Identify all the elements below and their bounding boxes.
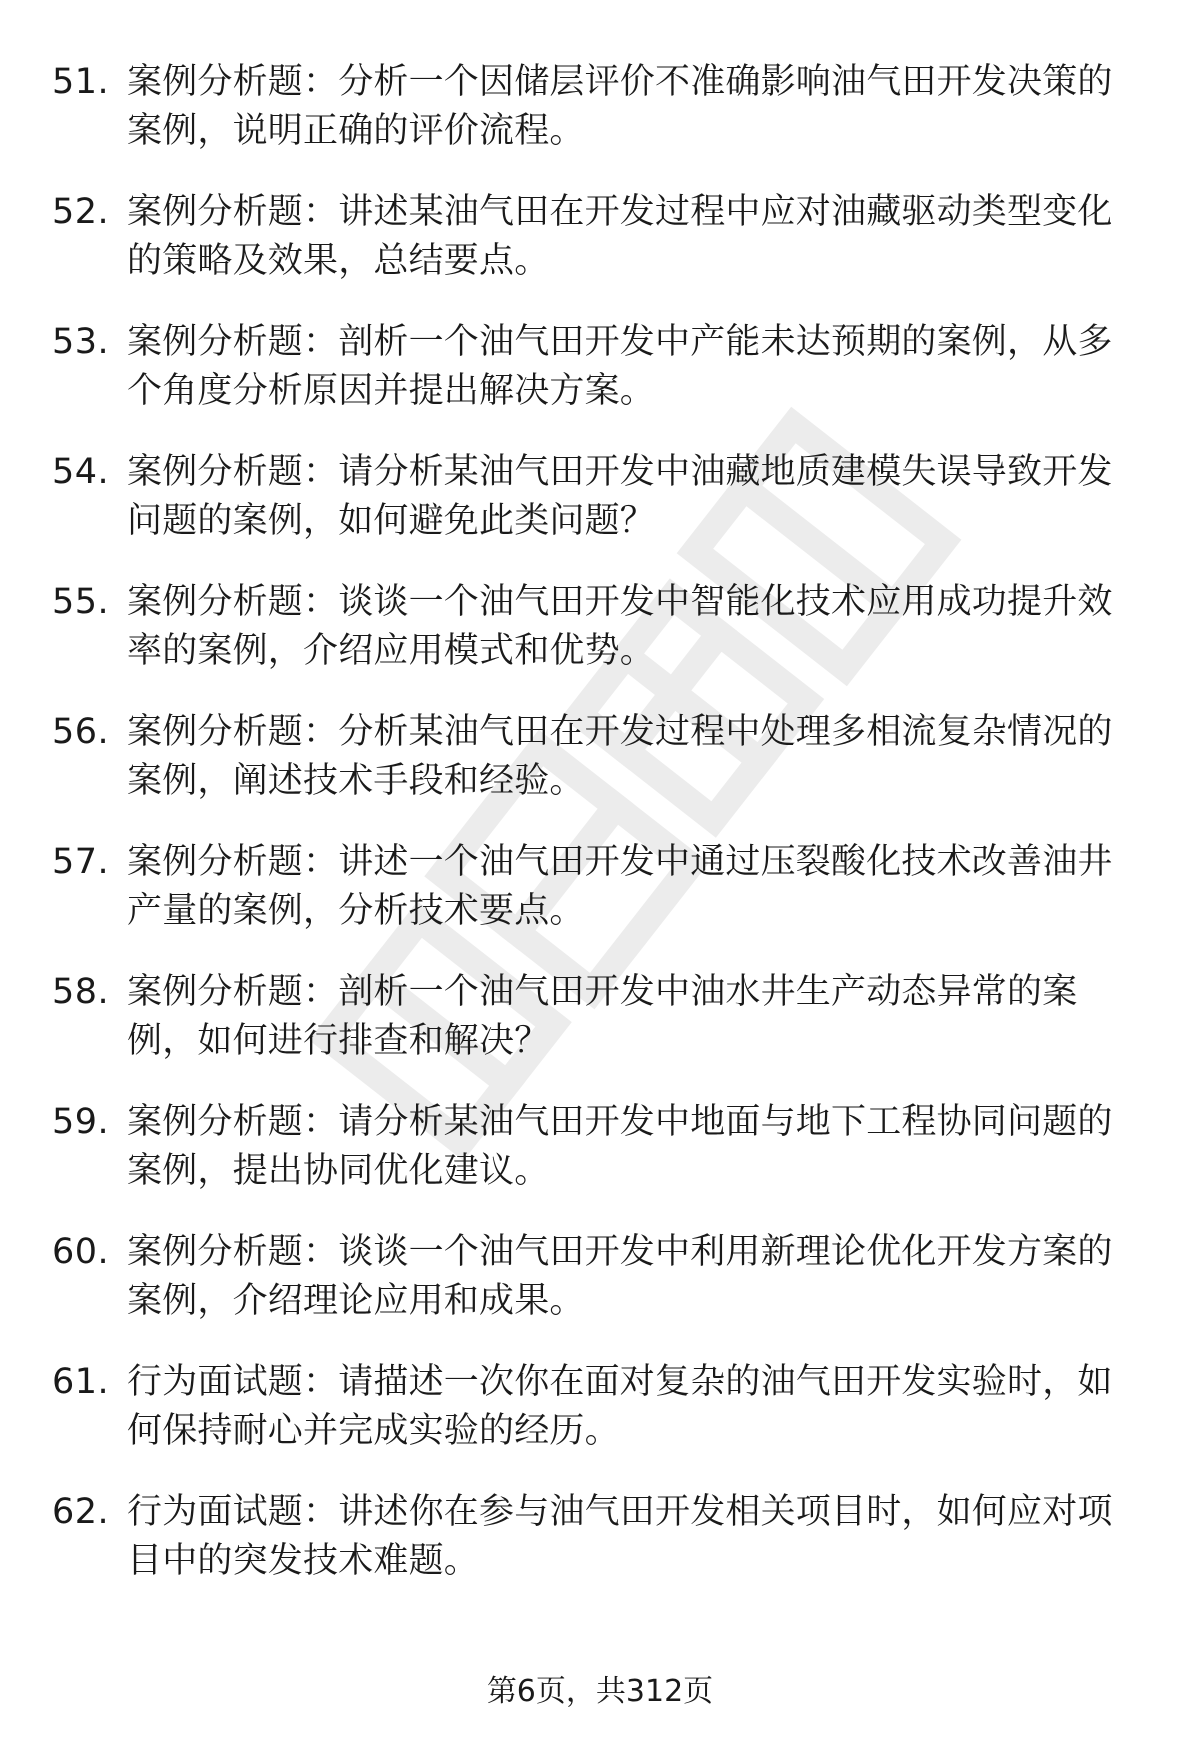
question-item bbox=[52, 968, 1152, 1098]
page-footer: 第6页，共312页 bbox=[486, 1674, 714, 1709]
question-number: 51. bbox=[52, 62, 110, 102]
question-text: 案例分析题：分析一个因储层评价不准确影响油气田开发决策的案例，说明正确的评价流程。 bbox=[127, 62, 1113, 151]
question-item bbox=[52, 1098, 1152, 1228]
question-item bbox=[52, 578, 1152, 708]
question-list bbox=[52, 58, 1152, 1618]
question-item bbox=[52, 838, 1152, 968]
question-number: 60. bbox=[52, 1232, 110, 1272]
question-text: 案例分析题：请分析某油气田开发中油藏地质建模失误导致开发问题的案例，如何避免此类问题？ bbox=[127, 452, 1113, 541]
question-text: 案例分析题：剖析一个油气田开发中油水井生产动态异常的案例，如何进行排查和解决？ bbox=[127, 972, 1078, 1061]
question-number: 57. bbox=[52, 842, 110, 882]
question-text: 案例分析题：剖析一个油气田开发中产能未达预期的案例，从多个角度分析原因并提出解决方案。 bbox=[127, 322, 1113, 411]
question-text: 行为面试题：请描述一次你在面对复杂的油气田开发实验时，如何保持耐心并完成实验的经历。 bbox=[127, 1362, 1113, 1451]
question-number: 56. bbox=[52, 712, 110, 752]
question-item bbox=[52, 58, 1152, 188]
question-text: 案例分析题：谈谈一个油气田开发中利用新理论优化开发方案的案例，介绍理论应用和成果。 bbox=[127, 1232, 1113, 1321]
question-number: 52. bbox=[52, 192, 110, 232]
question-number: 59. bbox=[52, 1102, 110, 1142]
question-text: 案例分析题：讲述某油气田在开发过程中应对油藏驱动类型变化的策略及效果，总结要点。 bbox=[127, 192, 1113, 281]
question-item bbox=[52, 448, 1152, 578]
question-text: 行为面试题：讲述你在参与油气田开发相关项目时，如何应对项目中的突发技术难题。 bbox=[127, 1492, 1113, 1581]
question-text: 案例分析题：谈谈一个油气田开发中智能化技术应用成功提升效率的案例，介绍应用模式和优势。 bbox=[127, 582, 1113, 671]
question-number: 58. bbox=[52, 972, 110, 1012]
question-item bbox=[52, 708, 1152, 838]
question-item bbox=[52, 188, 1152, 318]
question-item bbox=[52, 1228, 1152, 1358]
question-item bbox=[52, 1358, 1152, 1488]
question-item bbox=[52, 1488, 1152, 1618]
question-number: 62. bbox=[52, 1492, 110, 1532]
question-text: 案例分析题：分析某油气田在开发过程中处理多相流复杂情况的案例，阐述技术手段和经验。 bbox=[127, 712, 1113, 801]
question-text: 案例分析题：请分析某油气田开发中地面与地下工程协同问题的案例，提出协同优化建议。 bbox=[127, 1102, 1113, 1191]
question-text: 案例分析题：讲述一个油气田开发中通过压裂酸化技术改善油井产量的案例，分析技术要点。 bbox=[127, 842, 1113, 931]
question-item bbox=[52, 318, 1152, 448]
question-number: 53. bbox=[52, 322, 110, 362]
question-number: 54. bbox=[52, 452, 110, 492]
question-number: 55. bbox=[52, 582, 110, 622]
question-number: 61. bbox=[52, 1362, 110, 1402]
